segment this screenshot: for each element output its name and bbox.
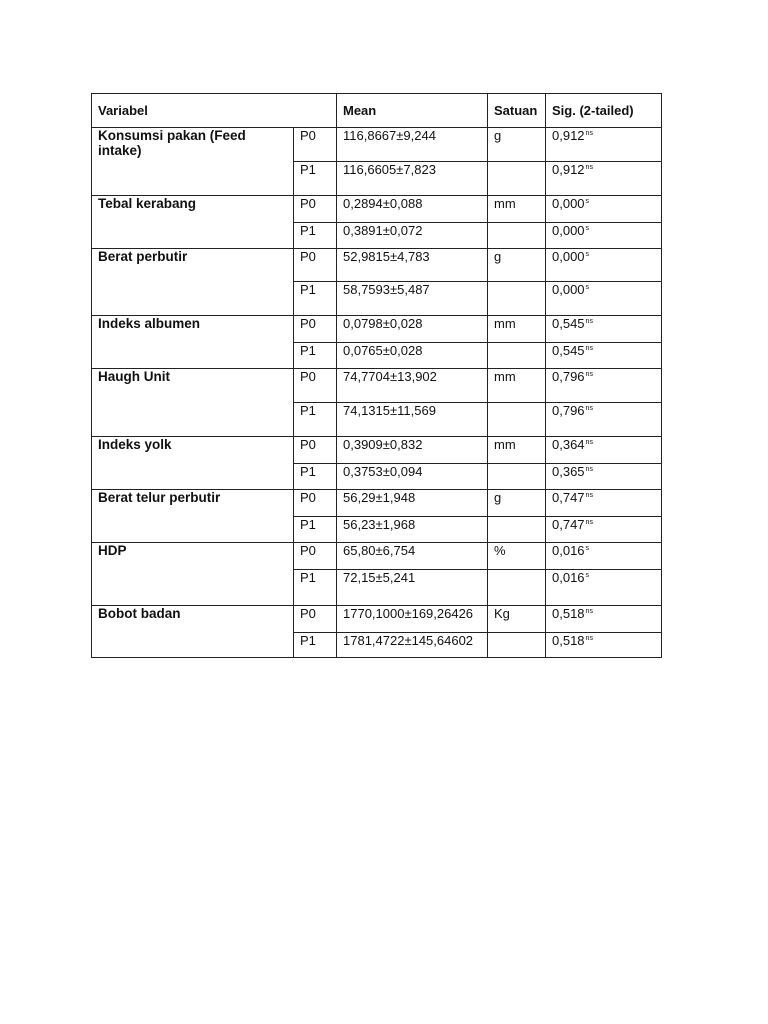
unit-cell	[488, 343, 546, 369]
significance-mark: ns	[585, 465, 593, 473]
group-cell: P1	[294, 464, 337, 490]
unit-cell: mm	[488, 316, 546, 343]
sig-value: 0,000	[552, 223, 585, 238]
variable-name-cell: Indeks yolk	[92, 437, 294, 490]
unit-cell: g	[488, 128, 546, 162]
sig-cell	[546, 403, 662, 437]
sig-value: 0,545	[552, 316, 585, 331]
group-cell: P0	[294, 369, 337, 403]
mean-cell: 0,3891±0,072	[337, 223, 488, 249]
mean-cell: 52,9815±4,783	[337, 249, 488, 282]
significance-mark: ns	[585, 634, 593, 642]
mean-cell: 116,8667±9,244	[337, 128, 488, 162]
sig-value: 0,747	[552, 517, 585, 532]
group-cell: P1	[294, 162, 337, 196]
significance-mark: ns	[585, 404, 593, 412]
unit-cell	[488, 403, 546, 437]
sig-value: 0,796	[552, 369, 585, 384]
unit-cell	[488, 633, 546, 658]
sig-value: 0,000	[552, 282, 585, 297]
group-cell: P1	[294, 343, 337, 369]
significance-mark: s	[585, 224, 590, 232]
significance-mark: s	[585, 283, 590, 291]
table-header-row	[92, 94, 662, 128]
mean-cell: 116,6605±7,823	[337, 162, 488, 196]
sig-cell	[546, 606, 662, 633]
significance-mark: ns	[585, 438, 593, 446]
table-row	[92, 196, 662, 223]
sig-cell	[546, 490, 662, 517]
sig-cell	[546, 570, 662, 606]
sig-value: 0,364	[552, 437, 585, 452]
mean-cell: 72,15±5,241	[337, 570, 488, 606]
significance-mark: ns	[585, 370, 593, 378]
sig-cell	[546, 223, 662, 249]
variable-name-cell: Indeks albumen	[92, 316, 294, 369]
variable-name-cell: Tebal kerabang	[92, 196, 294, 249]
unit-cell: mm	[488, 196, 546, 223]
significance-mark: ns	[585, 607, 593, 615]
group-cell: P0	[294, 490, 337, 517]
mean-cell: 0,0765±0,028	[337, 343, 488, 369]
table-row	[92, 316, 662, 343]
group-cell: P1	[294, 282, 337, 316]
mean-cell: 1781,4722±145,64602	[337, 633, 488, 658]
variable-name-cell: Berat telur perbutir	[92, 490, 294, 543]
group-cell: P0	[294, 128, 337, 162]
sig-value: 0,796	[552, 403, 585, 418]
sig-cell	[546, 464, 662, 490]
sig-cell	[546, 517, 662, 543]
mean-cell: 1770,1000±169,26426	[337, 606, 488, 633]
unit-cell: %	[488, 543, 546, 570]
sig-cell	[546, 437, 662, 464]
header-mean: Mean	[337, 94, 488, 128]
table-row	[92, 128, 662, 162]
mean-cell: 56,23±1,968	[337, 517, 488, 543]
results-table	[91, 93, 662, 658]
group-cell: P0	[294, 606, 337, 633]
mean-cell: 74,1315±11,569	[337, 403, 488, 437]
group-cell: P0	[294, 196, 337, 223]
mean-cell: 58,7593±5,487	[337, 282, 488, 316]
significance-mark: s	[585, 197, 590, 205]
group-cell: P1	[294, 223, 337, 249]
unit-cell	[488, 464, 546, 490]
group-cell: P0	[294, 437, 337, 464]
unit-cell	[488, 282, 546, 316]
mean-cell: 0,2894±0,088	[337, 196, 488, 223]
mean-cell: 0,3909±0,832	[337, 437, 488, 464]
significance-mark: ns	[585, 518, 593, 526]
sig-cell	[546, 249, 662, 282]
sig-cell	[546, 633, 662, 658]
table-row	[92, 437, 662, 464]
group-cell: P1	[294, 633, 337, 658]
sig-value: 0,365	[552, 464, 585, 479]
table-row	[92, 369, 662, 403]
table-row	[92, 606, 662, 633]
sig-value: 0,518	[552, 633, 585, 648]
sig-cell	[546, 369, 662, 403]
header-variabel: Variabel	[92, 94, 337, 128]
sig-value: 0,912	[552, 162, 585, 177]
variable-name-cell: Berat perbutir	[92, 249, 294, 316]
sig-cell	[546, 196, 662, 223]
mean-cell: 56,29±1,948	[337, 490, 488, 517]
variable-name-cell: HDP	[92, 543, 294, 606]
unit-cell	[488, 162, 546, 196]
sig-value: 0,016	[552, 543, 585, 558]
unit-cell	[488, 570, 546, 606]
group-cell: P0	[294, 249, 337, 282]
mean-cell: 65,80±6,754	[337, 543, 488, 570]
sig-cell	[546, 543, 662, 570]
unit-cell: mm	[488, 369, 546, 403]
unit-cell: mm	[488, 437, 546, 464]
mean-cell: 0,0798±0,028	[337, 316, 488, 343]
group-cell: P1	[294, 570, 337, 606]
unit-cell	[488, 223, 546, 249]
sig-value: 0,747	[552, 490, 585, 505]
table-body	[92, 128, 662, 658]
sig-cell	[546, 128, 662, 162]
mean-cell: 0,3753±0,094	[337, 464, 488, 490]
significance-mark: s	[585, 250, 590, 258]
sig-cell	[546, 316, 662, 343]
unit-cell: Kg	[488, 606, 546, 633]
sig-value: 0,545	[552, 343, 585, 358]
table-row	[92, 543, 662, 570]
sig-value: 0,518	[552, 606, 585, 621]
sig-cell	[546, 162, 662, 196]
significance-mark: ns	[585, 344, 593, 352]
mean-cell: 74,7704±13,902	[337, 369, 488, 403]
sig-value: 0,016	[552, 570, 585, 585]
significance-mark: s	[585, 544, 590, 552]
header-sig: Sig. (2-tailed)	[546, 94, 662, 128]
unit-cell: g	[488, 249, 546, 282]
sig-value: 0,000	[552, 249, 585, 264]
sig-value: 0,912	[552, 128, 585, 143]
group-cell: P1	[294, 517, 337, 543]
unit-cell	[488, 517, 546, 543]
table-row	[92, 490, 662, 517]
significance-mark: ns	[585, 491, 593, 499]
variable-name-cell: Haugh Unit	[92, 369, 294, 437]
significance-mark: ns	[585, 163, 593, 171]
significance-mark: s	[585, 571, 590, 579]
header-satuan: Satuan	[488, 94, 546, 128]
group-cell: P1	[294, 403, 337, 437]
variable-name-cell: Bobot badan	[92, 606, 294, 658]
sig-value: 0,000	[552, 196, 585, 211]
sig-cell	[546, 282, 662, 316]
sig-cell	[546, 343, 662, 369]
unit-cell: g	[488, 490, 546, 517]
significance-mark: ns	[585, 317, 593, 325]
variable-name-cell: Konsumsi pakan (Feed intake)	[92, 128, 294, 196]
group-cell: P0	[294, 543, 337, 570]
table-row	[92, 249, 662, 282]
group-cell: P0	[294, 316, 337, 343]
significance-mark: ns	[585, 129, 593, 137]
